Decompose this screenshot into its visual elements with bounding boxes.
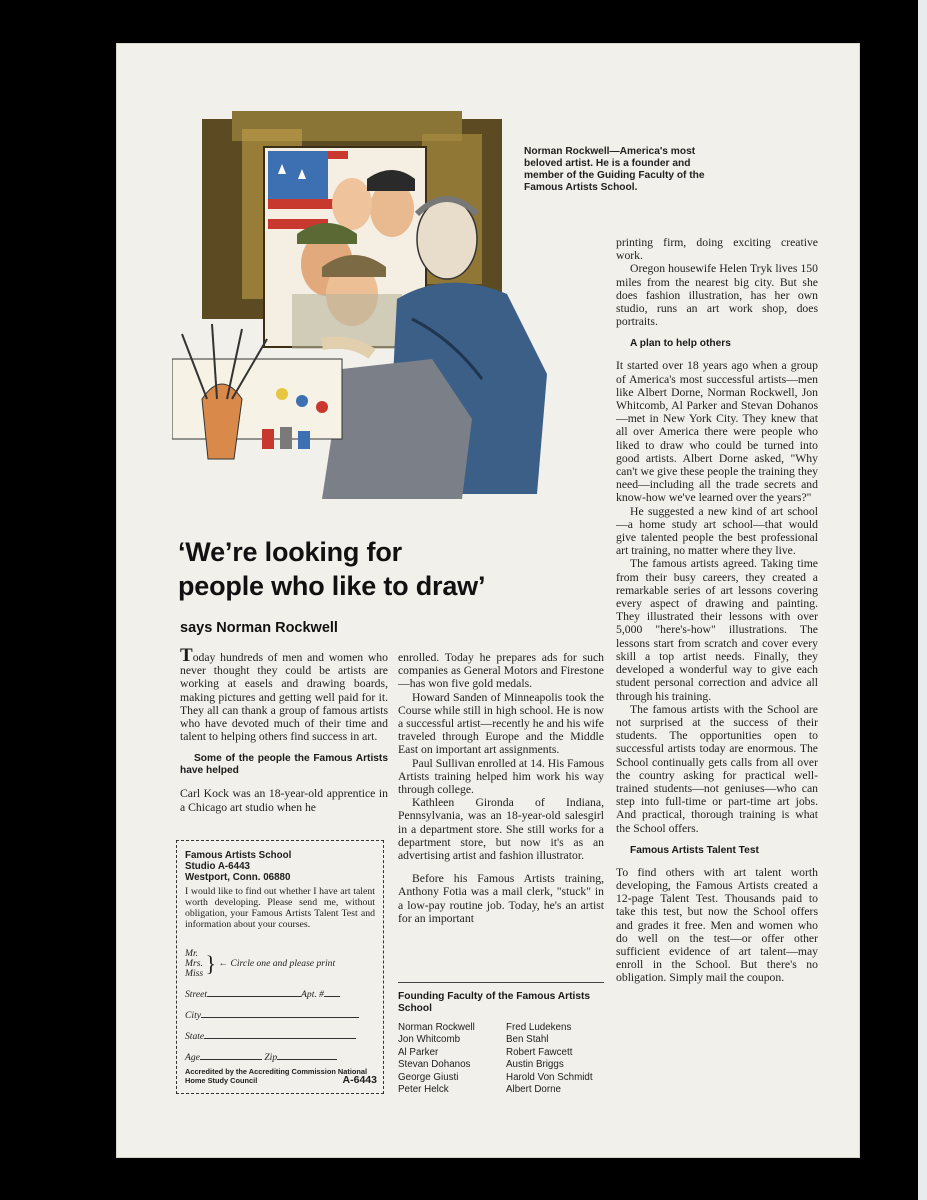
headline-line-1: ‘We’re looking for xyxy=(178,537,402,567)
faculty-name: Norman Rockwell xyxy=(398,1022,475,1033)
headline xyxy=(178,535,568,603)
paragraph: The famous artists agreed. Taking time from their busy careers, they created a remarkable series of art lessons covering every aspect of drawing and painting. They illustrated their lessons with over 5,000 "here's-how" illustrations. The lessons start from scratch and cover every skill a top artist needs. Finally, they developed a wonderful way to give each student personal correction and advice all through his training. xyxy=(616,557,818,703)
subhead-plan: A plan to help others xyxy=(630,338,731,350)
coupon-code: A-6443 xyxy=(342,1074,377,1086)
faculty-name: Austin Briggs xyxy=(506,1059,564,1071)
coupon-request-text: I would like to find out whether I have art talent worth developing. Please send me, without obligation, your Famous Artists Talent Test and information about your courses. xyxy=(185,886,375,930)
faculty-name: Albert Dorne xyxy=(506,1084,561,1096)
paragraph: He suggested a new kind of art school—a home study art school—that would give talented people the best professional art training, no matter where they live. xyxy=(616,504,818,558)
brace-glyph: } xyxy=(205,951,217,976)
faculty-name: Robert Fawcett xyxy=(506,1046,573,1058)
faculty-name: Peter Helck xyxy=(398,1084,449,1096)
subhead-talent-test: Famous Artists Talent Test xyxy=(630,844,759,856)
paragraph: The famous artists with the School are not surprised at the success of their students. The opportunities open to successful artists today are enormous. The School continually gets calls from all over the country asking for practical well-trained students—not geniuses—who can step into full-time or part-time art jobs. And practical, thorough training is what the School offers. xyxy=(616,702,818,835)
headline-line-2: people who like to draw’ xyxy=(178,571,486,601)
age-zip-field[interactable]: Age Zip xyxy=(185,1050,371,1063)
coupon-content xyxy=(185,850,375,930)
circle-note: ← Circle one and please print xyxy=(218,958,336,969)
state-field[interactable]: State xyxy=(185,1029,371,1042)
byline: says Norman Rockwell xyxy=(180,620,338,636)
paragraph: Kathleen Gironda of Indiana, Pennsylvania, was an 18-year-old salesgirl in a department store. She still works for a department store, but now it's as an advertising artist and fashion illustrator. xyxy=(398,796,604,863)
faculty-name: Fred Ludekens xyxy=(506,1022,572,1033)
faculty-name: Stevan Dohanos xyxy=(398,1059,471,1071)
coupon-studio: Studio A-6443 xyxy=(185,861,250,872)
paragraph: Paul Sullivan enrolled at 14. His Famous Artists training helped him work his way through college. xyxy=(398,756,604,797)
column-3 xyxy=(616,236,818,985)
paragraph: Before his Famous Artists training, Anthony Fotia was a mail clerk, "stuck" in a low-pay routine job. Today, he's an artist for an important xyxy=(398,872,604,925)
illustration-caption: Norman Rockwell—America's most beloved artist. He is a founder and member of the Guiding Faculty of the Famous Artists School. xyxy=(524,146,705,193)
paragraph: enrolled. Today he prepares ads for such companies as General Motors and Firestone—has won five gold medals. xyxy=(398,651,604,691)
drop-cap: T xyxy=(180,645,193,666)
mail-in-coupon[interactable] xyxy=(176,840,384,1094)
paragraph: printing firm, doing exciting creative work. xyxy=(616,236,818,263)
paragraph: Oregon housewife Helen Tryk lives 150 miles from the nearest big city. But she does fashion illustration, has her own studio, runs an art work shop, does portraits. xyxy=(616,262,818,329)
faculty-name: Jon Whitcomb xyxy=(398,1034,461,1046)
intro-paragraph: Today hundreds of men and women who never thought they could be artists are working at easels and drawing boards, making pictures and getting well paid for it. They all can thank a group of famous artists who have devoted much of their time and talent to helping others find success in art. xyxy=(180,645,388,744)
column-1 xyxy=(180,645,388,814)
paragraph: Carl Kock was an 18-year-old apprentice in a Chicago art studio when he xyxy=(180,787,388,814)
faculty-list xyxy=(398,1022,608,1096)
faculty-title: Founding Faculty of the Famous Artists School xyxy=(398,991,591,1014)
faculty-name: George Giusti xyxy=(398,1071,459,1083)
right-edge-strip xyxy=(918,0,927,1200)
subhead-helped: Some of the people the Famous Artists have helped xyxy=(180,753,388,777)
paragraph: It started over 18 years ago when a group of America's most successful artists—men like Albert Dorne, Norman Rockwell, Jon Whitcomb, Al Parker and Stevan Dohanos—met in New York City. They knew that all over America there were people who liked to draw who could be turned into good artists. Albert Dorne asked, "Why can't we give these people the training they need—including all the trade secrets and know-how we've learned over the years?" xyxy=(616,359,818,505)
faculty-name: Ben Stahl xyxy=(506,1034,549,1046)
salutation-field[interactable]: Mr. Mrs. Miss } ← Circle one and please print xyxy=(185,948,336,979)
faculty-divider xyxy=(398,982,604,983)
faculty-name: Al Parker xyxy=(398,1046,439,1058)
paragraph: To find others with art talent worth developing, the Famous Artists created a 12-page Talent Test. Thousands paid to take this test, but now the School offers and grades it free. Men and women who do well on the test—or offer other sufficient evidence of art talent—may enroll in the School. But there's no obligation. Simply mail the coupon. xyxy=(616,865,818,985)
column-2 xyxy=(398,651,604,925)
coupon-school-name: Famous Artists School xyxy=(185,850,292,861)
faculty-name: Harold Von Schmidt xyxy=(506,1071,593,1083)
street-field[interactable]: Street Apt. # xyxy=(185,987,371,1000)
city-field[interactable]: City xyxy=(185,1008,371,1021)
accreditation-note: Accredited by the Accrediting Commission National Home Study Council xyxy=(185,1067,368,1085)
paragraph: Howard Sanden of Minneapolis took the Course while still in high school. He is now a successful artist—recently he and his wife traveled through Europe and the Middle East on important art assignments. xyxy=(398,690,604,757)
ad-page xyxy=(116,43,860,1158)
coupon-city: Westport, Conn. 06880 xyxy=(185,872,291,883)
